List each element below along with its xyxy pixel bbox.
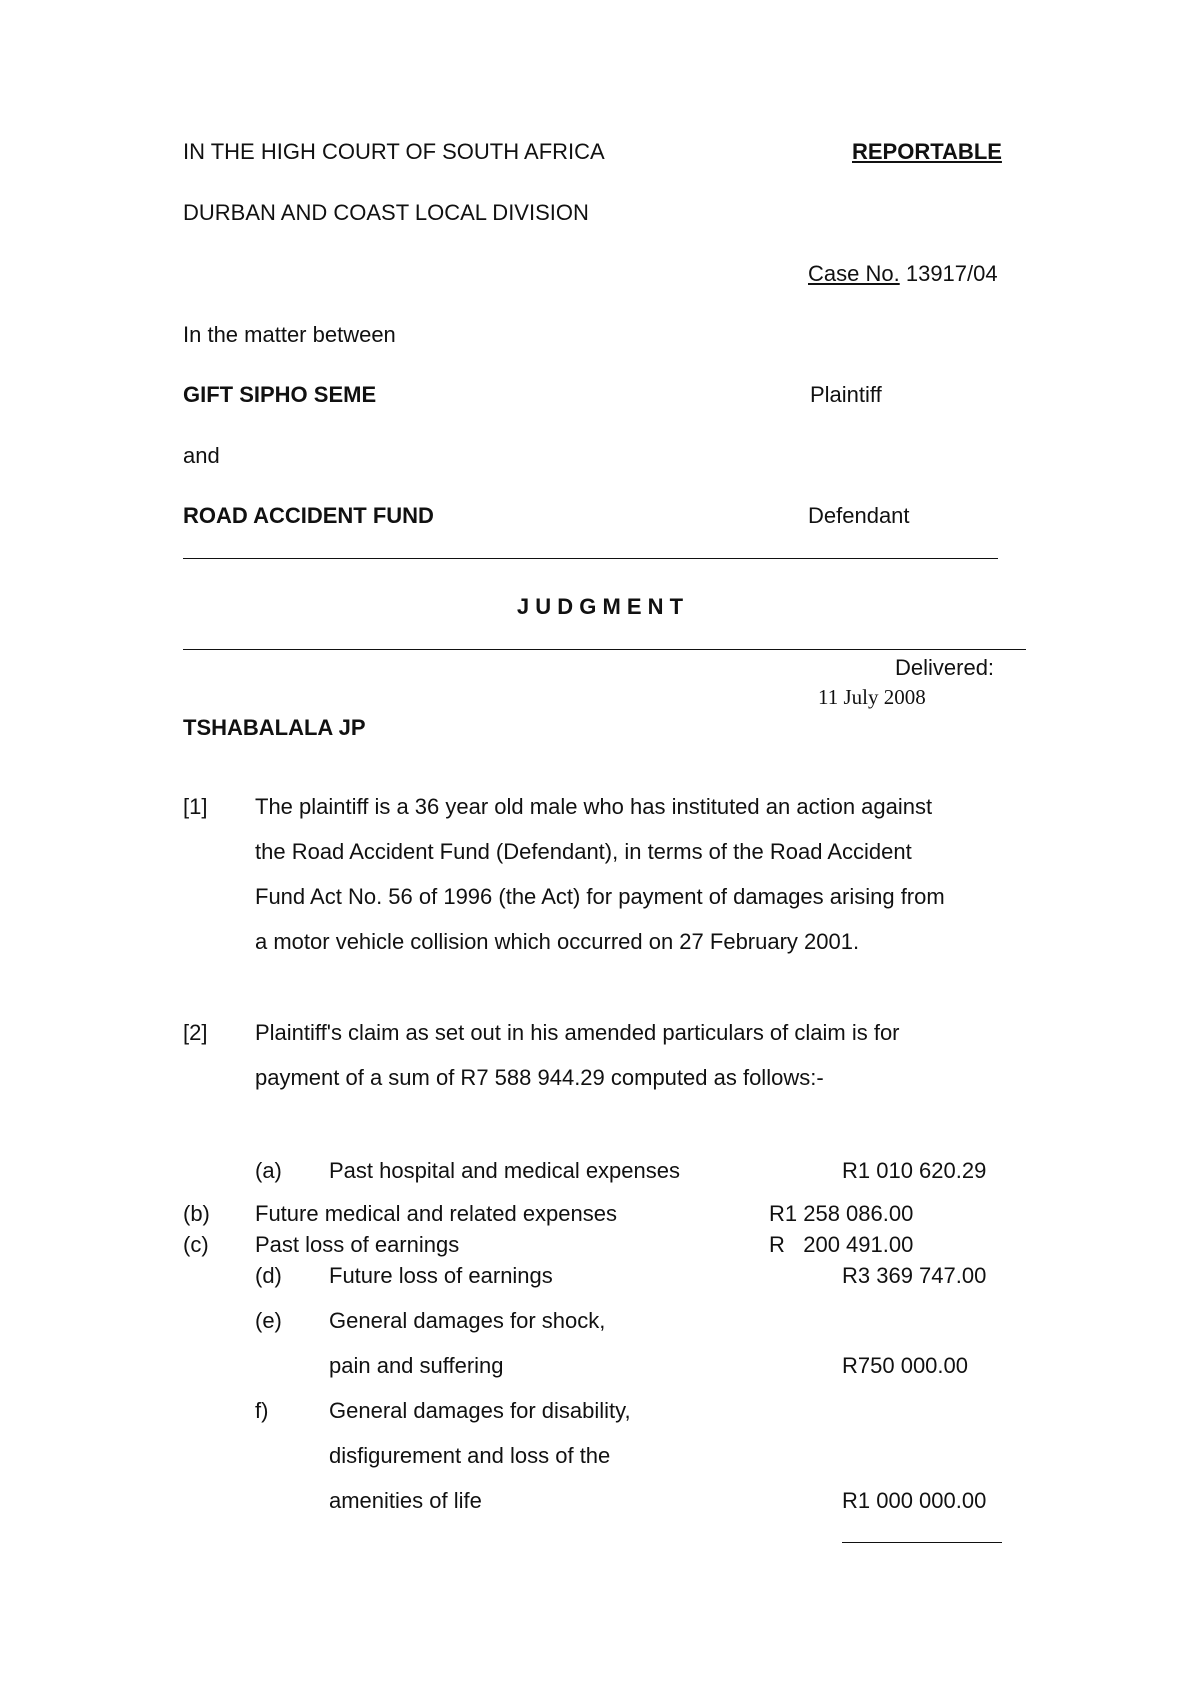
claim-amount: R1 258 086.00: [769, 1201, 914, 1226]
claim-description: Future medical and related expenses: [255, 1201, 617, 1226]
paragraph-line: a motor vehicle collision which occurred on 27 February 2001.: [255, 929, 860, 954]
claim-label: f): [255, 1398, 269, 1423]
plaintiff-name: GIFT SIPHO SEME: [183, 382, 377, 407]
claim-amount: R750 000.00: [842, 1353, 968, 1378]
divider-bottom: [183, 649, 1026, 650]
paragraph-line: Fund Act No. 56 of 1996 (the Act) for payment of damages arising from: [255, 884, 945, 909]
claim-label: (c): [183, 1232, 209, 1257]
delivered-date: 11 July 2008: [818, 685, 926, 709]
case-number-value: 13917/04: [905, 261, 998, 286]
claim-description: pain and suffering: [329, 1353, 504, 1378]
claim-amount: R1 010 620.29: [842, 1158, 987, 1183]
paragraph-line: payment of a sum of R7 588 944.29 computed as follows:-: [255, 1065, 824, 1090]
delivered-label: Delivered:: [895, 655, 995, 680]
claim-description: General damages for shock,: [329, 1308, 606, 1333]
claim-description: Past loss of earnings: [255, 1232, 460, 1257]
paragraph-number: [1]: [183, 794, 208, 819]
claim-description: Future loss of earnings: [329, 1263, 553, 1288]
total-underline: [842, 1542, 1002, 1543]
claim-label: (d): [255, 1263, 282, 1288]
claim-amount: R1 000 000.00: [842, 1488, 987, 1513]
court-name: IN THE HIGH COURT OF SOUTH AFRICA: [183, 139, 605, 164]
case-number: [808, 263, 998, 285]
claim-label: (a): [255, 1158, 282, 1183]
parties-intro: In the matter between: [183, 322, 396, 347]
claim-label: (e): [255, 1308, 282, 1333]
defendant-role: Defendant: [808, 503, 910, 528]
parties-conjunction: and: [183, 443, 220, 468]
paragraph-1: [255, 784, 1035, 964]
paragraph-line: Plaintiff's claim as set out in his amended particulars of claim is for: [255, 1020, 900, 1045]
case-number-label: Case No.: [808, 261, 900, 286]
divider-top: [183, 558, 998, 559]
claim-description: disfigurement and loss of the: [329, 1443, 611, 1468]
claim-amount: R3 369 747.00: [842, 1263, 987, 1288]
judge-name: TSHABALALA JP: [183, 715, 366, 740]
claim-description: amenities of life: [329, 1488, 482, 1513]
defendant-name: ROAD ACCIDENT FUND: [183, 503, 434, 528]
claim-description: Past hospital and medical expenses: [329, 1158, 680, 1183]
claim-label: (b): [183, 1201, 210, 1226]
claim-amount: R 200 491.00: [769, 1232, 914, 1257]
paragraph-2: [255, 1010, 1035, 1100]
paragraph-line: The plaintiff is a 36 year old male who has instituted an action against: [255, 794, 933, 819]
division-name: DURBAN AND COAST LOCAL DIVISION: [183, 200, 589, 225]
reportable-label: REPORTABLE: [852, 139, 1002, 164]
paragraph-number: [2]: [183, 1020, 208, 1045]
claim-description: General damages for disability,: [329, 1398, 631, 1423]
judgment-title: J U D G M E N T: [516, 594, 684, 619]
plaintiff-role: Plaintiff: [810, 382, 882, 407]
paragraph-line: the Road Accident Fund (Defendant), in terms of the Road Accident: [255, 839, 912, 864]
